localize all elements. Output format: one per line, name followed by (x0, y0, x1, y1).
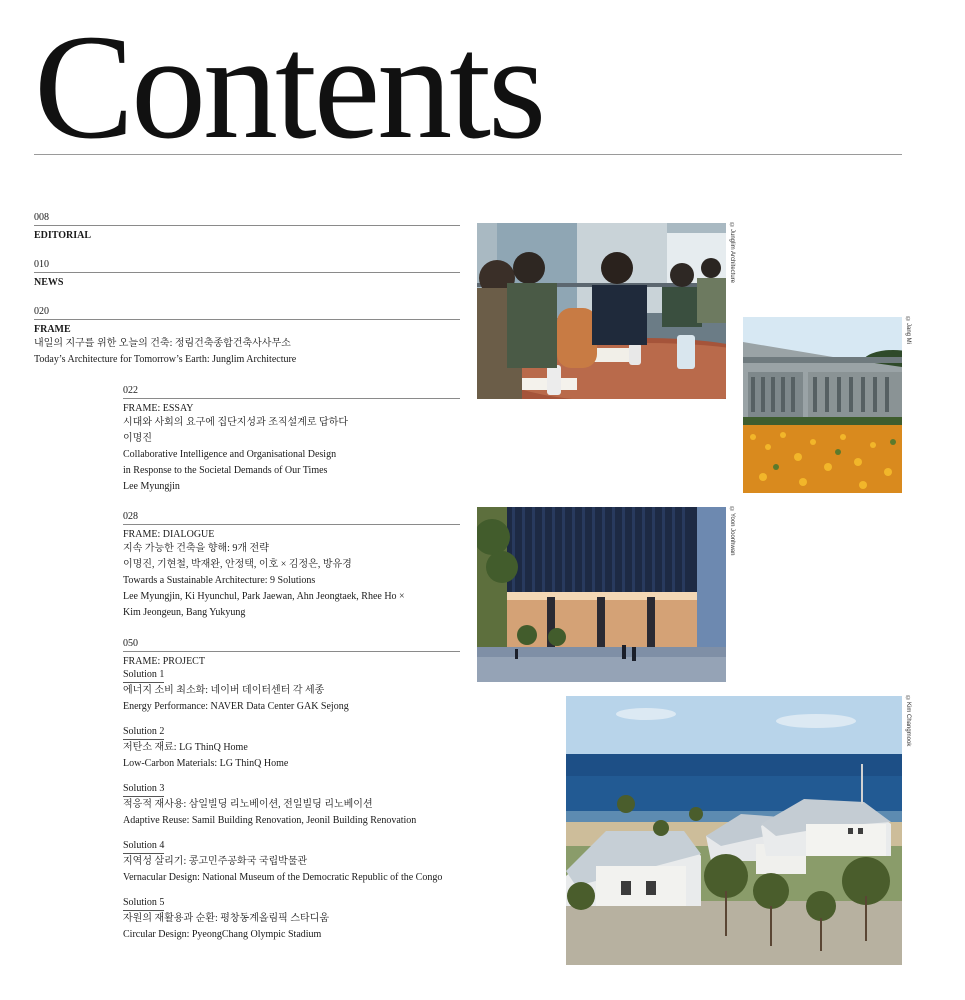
toc-entry-essay[interactable] (123, 385, 460, 495)
page-number: 050 (123, 638, 138, 649)
section-heading: EDITORIAL (34, 230, 92, 241)
flower-field-photo (743, 317, 902, 493)
solution-title-ko: 지역성 살리기: 콩고민주공화국 국립박물관 (123, 856, 308, 867)
solution-label: Solution 3 (123, 782, 164, 797)
page-number: 022 (123, 385, 138, 396)
page-title: Contents (34, 4, 544, 170)
toc-entry-project[interactable] (123, 638, 460, 943)
entry-title-en: in Response to the Societal Demands of Our Times (123, 465, 328, 476)
section-heading: FRAME: DIALOGUE (123, 529, 215, 540)
solution-item[interactable] (123, 725, 460, 772)
entry-title-ko: 지속 가능한 건축을 향해: 9개 전략 (123, 543, 269, 554)
meeting-photo (477, 223, 726, 399)
solution-label: Solution 5 (123, 896, 164, 911)
page-number: 008 (34, 212, 49, 223)
entry-divider (34, 319, 460, 320)
entry-title-en: Collaborative Intelligence and Organisational Design (123, 449, 337, 460)
toc-entry-news[interactable] (34, 259, 460, 289)
photo-credit: ©Junglim Architecture (729, 223, 735, 284)
solution-title-en: Circular Design: PyeongChang Olympic Stadium (123, 929, 322, 940)
solution-title-ko: 자원의 재활용과 순환: 평창동계올림픽 스타디움 (123, 913, 329, 924)
page-number: 020 (34, 306, 49, 317)
solution-item[interactable] (123, 782, 460, 829)
entry-divider (123, 651, 460, 652)
section-heading: NEWS (34, 277, 64, 288)
entry-divider (123, 524, 460, 525)
title-divider (34, 154, 902, 155)
entry-author-en: Lee Myungjin, Ki Hyunchul, Park Jaewan, Ahn Jeongtaek, Rhee Ho × (123, 591, 405, 602)
entry-title-ko: 내일의 지구를 위한 오늘의 건축: 정림건축종합건축사사무소 (34, 338, 291, 349)
entry-divider (123, 398, 460, 399)
solution-title-en: Energy Performance: NAVER Data Center GAK Sejong (123, 701, 349, 712)
section-heading: FRAME: ESSAY (123, 403, 194, 414)
entry-divider (34, 272, 460, 273)
data-center-photo (477, 507, 726, 682)
solution-title-ko: 적응적 재사용: 삼일빌딩 리노베이션, 전일빌딩 리노베이션 (123, 799, 373, 810)
entry-author-en: Lee Myungjin (123, 481, 180, 492)
entry-divider (34, 225, 460, 226)
entry-title-en: Today’s Architecture for Tomorrow’s Earth: Junglim Architecture (34, 354, 297, 365)
section-heading: FRAME (34, 324, 71, 335)
solution-title-ko: 저탄소 재료: LG ThinQ Home (123, 742, 248, 753)
solution-item[interactable] (123, 839, 460, 886)
entry-author-ko: 이명진 (123, 433, 152, 444)
solution-title-en: Vernacular Design: National Museum of the Democratic Republic of the Congo (123, 872, 443, 883)
photo-credit: ©Yoon Joonhwan (729, 507, 735, 556)
photo-credit: ©Kim Changmook (905, 696, 911, 747)
solution-title-en: Low-Carbon Materials: LG ThinQ Home (123, 758, 289, 769)
page-number: 010 (34, 259, 49, 270)
entry-title-ko: 시대와 사회의 요구에 집단지성과 조직설계로 답하다 (123, 417, 349, 428)
photo-credit: ©Jang Mi (905, 317, 911, 345)
solution-item[interactable] (123, 668, 460, 715)
solution-list (123, 668, 460, 943)
page-number: 028 (123, 511, 138, 522)
solution-item[interactable] (123, 896, 460, 943)
solution-label: Solution 4 (123, 839, 164, 854)
solution-title-ko: 에너지 소비 최소화: 네이버 데이터센터 각 세종 (123, 685, 325, 696)
entry-author-en: Kim Jeongeun, Bang Yukyung (123, 607, 246, 618)
solution-title-en: Adaptive Reuse: Samil Building Renovation, Jeonil Building Renovation (123, 815, 417, 826)
toc-entry-frame[interactable] (34, 306, 460, 368)
solution-label: Solution 1 (123, 668, 164, 683)
entry-author-ko: 이명진, 기현철, 박재완, 안정택, 이호 × 김정은, 방유경 (123, 559, 352, 570)
toc-entry-dialogue[interactable] (123, 511, 460, 621)
section-heading: FRAME: PROJECT (123, 656, 205, 667)
seaside-houses-photo (566, 696, 902, 965)
entry-title-en: Towards a Sustainable Architecture: 9 Solutions (123, 575, 316, 586)
solution-label: Solution 2 (123, 725, 164, 740)
toc-entry-editorial[interactable] (34, 212, 460, 242)
